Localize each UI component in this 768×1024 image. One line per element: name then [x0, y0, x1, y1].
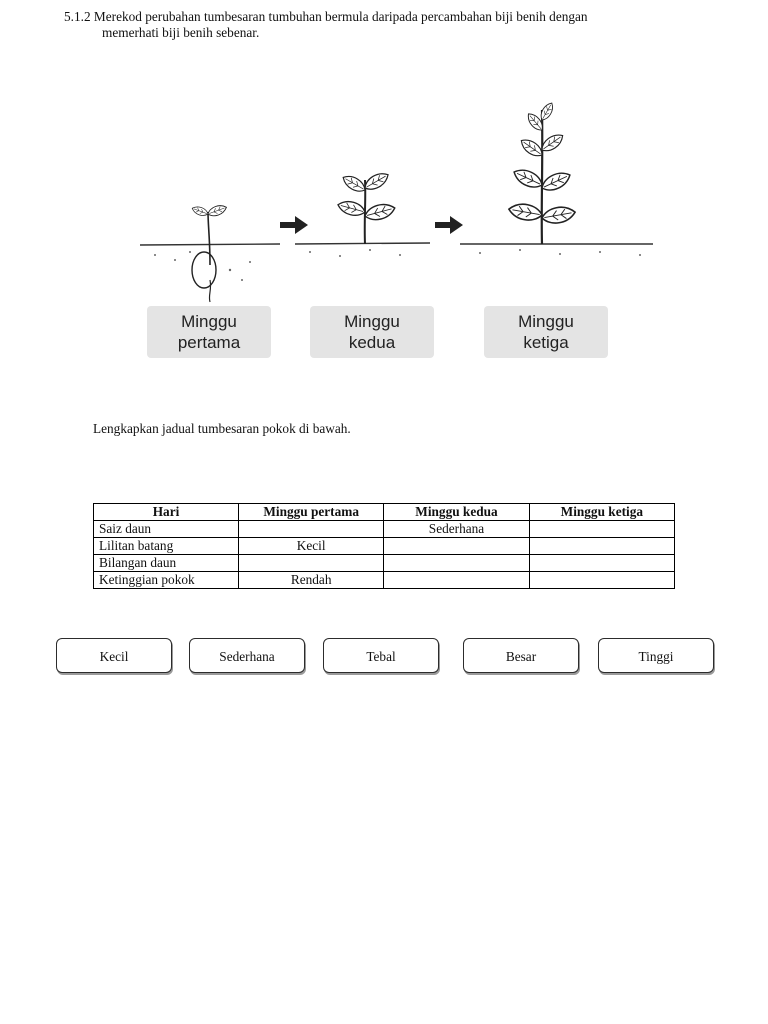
stage-label-week-3 [484, 306, 608, 358]
stage-label-line: pertama [177, 333, 241, 352]
option-card-kecil[interactable]: Kecil [56, 638, 172, 673]
learning-objective [64, 9, 724, 41]
table-cell[interactable] [239, 521, 384, 538]
objective-line-1: 5.1.2 Merekod perubahan tumbesaran tumbuhan bermula daripada percambahan biji benih dengan [64, 9, 588, 24]
table-cell[interactable] [384, 555, 529, 572]
growth-table [93, 503, 675, 589]
stage-label-line: Minggu [344, 312, 400, 331]
table-cell[interactable]: Rendah [239, 572, 384, 589]
table-cell[interactable] [384, 538, 529, 555]
stage-label-line: kedua [348, 333, 396, 352]
option-card-besar[interactable]: Besar [463, 638, 579, 673]
row-label: Ketinggian pokok [94, 572, 239, 589]
table-row [94, 555, 675, 572]
table-cell[interactable] [384, 572, 529, 589]
column-header: Minggu ketiga [529, 504, 674, 521]
soil-line-2 [295, 243, 430, 244]
stage-label-week-1 [147, 306, 271, 358]
row-label: Saiz daun [94, 521, 239, 538]
table-row [94, 538, 675, 555]
arrow-icon [435, 216, 463, 234]
table-cell[interactable] [529, 538, 674, 555]
table-cell[interactable] [529, 521, 674, 538]
stage-label-line: Minggu [518, 312, 574, 331]
table-cell[interactable] [239, 555, 384, 572]
table-cell[interactable] [529, 572, 674, 589]
objective-line-2: memerhati biji benih sebenar. [102, 25, 260, 40]
seedling-week-1 [191, 203, 228, 302]
arrow-icon [280, 216, 308, 234]
row-label: Bilangan daun [94, 555, 239, 572]
table-row [94, 572, 675, 589]
column-header: Minggu pertama [239, 504, 384, 521]
row-label: Lilitan batang [94, 538, 239, 555]
soil-dots [154, 249, 641, 281]
column-header: Minggu kedua [384, 504, 529, 521]
table-cell[interactable] [529, 555, 674, 572]
option-card-tinggi[interactable]: Tinggi [598, 638, 714, 673]
option-card-tebal[interactable]: Tebal [323, 638, 439, 673]
table-cell[interactable]: Sederhana [384, 521, 529, 538]
stage-label-line: ketiga [523, 333, 569, 352]
plant-week-3 [508, 101, 577, 244]
stage-label-week-2 [310, 306, 434, 358]
plant-week-2 [336, 169, 396, 244]
option-card-sederhana[interactable]: Sederhana [189, 638, 305, 673]
instruction-text: Lengkapkan jadual tumbesaran pokok di bawah. [93, 421, 351, 436]
table-row [94, 521, 675, 538]
table-cell[interactable]: Kecil [239, 538, 384, 555]
table-header-row [94, 504, 675, 521]
stage-label-line: Minggu [181, 312, 237, 331]
column-header: Hari [94, 504, 239, 521]
